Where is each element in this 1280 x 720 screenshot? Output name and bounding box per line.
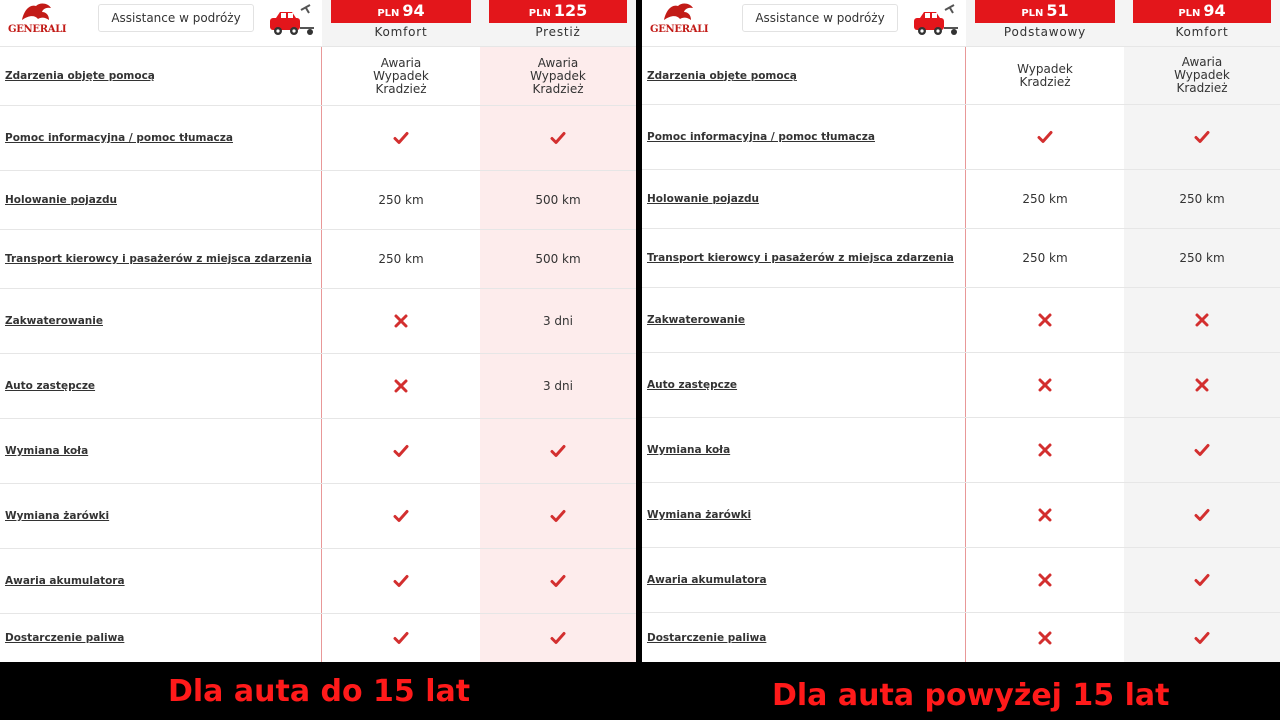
price-amount: 51	[1046, 1, 1069, 20]
table-row	[642, 352, 1280, 417]
plan-header-prestiz[interactable]	[480, 0, 636, 46]
check-icon	[550, 130, 566, 146]
table-row	[0, 483, 636, 548]
caption-right: Dla auta powyżej 15 lat	[772, 678, 1170, 713]
table-cell	[322, 484, 480, 548]
table-cell: 500 km	[535, 192, 581, 207]
row-label-link[interactable]: Holowanie pojazdu	[5, 194, 117, 206]
cross-icon	[1037, 630, 1053, 646]
check-icon	[393, 573, 409, 589]
table-row	[642, 287, 1280, 352]
price-currency: PLN	[377, 8, 400, 19]
table-cell	[1124, 613, 1280, 662]
cross-icon	[393, 313, 409, 329]
plan-name: Prestiż	[535, 25, 581, 39]
table-cell	[322, 419, 480, 483]
check-icon	[1194, 442, 1210, 458]
table-row	[0, 353, 636, 418]
table-cell	[966, 548, 1124, 612]
table-cell	[1124, 105, 1280, 169]
plan-header-komfort[interactable]	[1124, 0, 1280, 46]
check-icon	[1194, 129, 1210, 145]
cross-icon	[1037, 442, 1053, 458]
product-selector[interactable]: Assistance w podróży	[98, 4, 254, 32]
cross-icon	[1037, 572, 1053, 588]
row-label-link[interactable]: Dostarczenie paliwa	[5, 632, 125, 644]
table-row	[642, 228, 1280, 287]
table-cell: Awaria Wypadek Kradzież	[373, 55, 429, 96]
table-row	[0, 418, 636, 483]
cross-icon	[1194, 312, 1210, 328]
table-cell	[966, 613, 1124, 662]
price-currency: PLN	[1178, 8, 1201, 19]
table-cell: 250 km	[1179, 250, 1225, 265]
price-badge	[331, 0, 471, 23]
table-cell: 250 km	[378, 192, 424, 207]
table-row	[642, 417, 1280, 482]
price-amount: 125	[553, 1, 588, 20]
generali-logo	[648, 0, 709, 40]
product-selector[interactable]: Assistance w podróży	[742, 4, 898, 32]
table-cell	[1124, 483, 1280, 547]
table-cell: Wypadek Kradzież	[1017, 61, 1073, 89]
cross-icon	[393, 378, 409, 394]
table-row	[0, 288, 636, 353]
check-icon	[393, 130, 409, 146]
row-label-link[interactable]: Zakwaterowanie	[647, 314, 745, 326]
row-label-link[interactable]: Transport kierowcy i pasażerów z miejsca zdarzenia	[647, 252, 954, 264]
tow-truck-icon	[268, 4, 316, 38]
table-cell: Awaria Wypadek Kradzież	[1174, 55, 1230, 95]
table-cell	[480, 484, 636, 548]
table-cell	[966, 483, 1124, 547]
table-cell	[322, 614, 480, 662]
price-currency: PLN	[528, 8, 551, 19]
tow-truck-icon	[912, 4, 960, 38]
table-cell: 250 km	[1022, 250, 1068, 265]
row-label-link[interactable]: Auto zastępcze	[647, 379, 738, 391]
table-row	[0, 170, 636, 229]
check-icon	[393, 508, 409, 524]
cross-icon	[1037, 507, 1053, 523]
cross-icon	[1194, 377, 1210, 393]
table-cell	[480, 549, 636, 613]
table-cell: 250 km	[1022, 191, 1068, 206]
table-row	[642, 169, 1280, 228]
table-row	[0, 105, 636, 170]
row-label-link[interactable]: Auto zastępcze	[5, 380, 96, 392]
table-cell	[322, 106, 480, 170]
price-badge	[489, 0, 627, 23]
row-label-link[interactable]: Awaria akumulatora	[647, 574, 767, 586]
caption-left: Dla auta do 15 lat	[168, 674, 471, 709]
table-cell	[966, 105, 1124, 169]
row-label-link[interactable]: Zakwaterowanie	[5, 315, 103, 327]
check-icon	[1194, 630, 1210, 646]
check-icon	[550, 573, 566, 589]
row-label-link[interactable]: Wymiana koła	[5, 445, 89, 457]
cross-icon	[1037, 377, 1053, 393]
table-cell	[966, 288, 1124, 352]
table-cell: 500 km	[535, 251, 581, 266]
price-badge	[975, 0, 1115, 23]
price-amount: 94	[1203, 1, 1226, 20]
plan-name: Komfort	[1175, 25, 1229, 39]
brand-name: GENERALI	[650, 24, 709, 35]
check-icon	[393, 443, 409, 459]
row-label-link[interactable]: Holowanie pojazdu	[647, 193, 759, 205]
check-icon	[550, 508, 566, 524]
table-cell	[1124, 353, 1280, 417]
row-label-link[interactable]: Wymiana żarówki	[647, 509, 752, 521]
check-icon	[550, 443, 566, 459]
table-row	[0, 613, 636, 662]
row-label-link[interactable]: Dostarczenie paliwa	[647, 631, 767, 644]
row-label-link[interactable]: Wymiana koła	[647, 444, 731, 456]
check-icon	[550, 630, 566, 646]
table-cell	[480, 614, 636, 662]
table-row	[642, 547, 1280, 612]
table-cell: 3 dni	[542, 313, 573, 328]
row-label-link[interactable]: Awaria akumulatora	[5, 575, 125, 587]
table-cell	[322, 549, 480, 613]
table-row	[0, 548, 636, 613]
plan-name: Komfort	[374, 25, 428, 39]
price-currency: PLN	[1021, 8, 1044, 19]
table-cell	[322, 289, 480, 353]
row-label-link[interactable]: Zdarzenia objęte pomocą	[647, 69, 797, 82]
table-cell: 250 km	[1179, 191, 1225, 206]
plan-header-komfort[interactable]	[322, 0, 480, 46]
table-row	[0, 46, 636, 105]
check-icon	[1037, 129, 1053, 145]
brand-name: GENERALI	[8, 24, 67, 35]
table-cell	[966, 418, 1124, 482]
table-cell	[1124, 418, 1280, 482]
lion-icon	[18, 0, 54, 24]
check-icon	[393, 630, 409, 646]
price-badge	[1133, 0, 1271, 23]
table-cell	[1124, 548, 1280, 612]
row-label-link[interactable]: Pomoc informacyjna / pomoc tłumacza	[647, 131, 875, 143]
table-cell	[966, 353, 1124, 417]
table-row	[642, 612, 1280, 662]
table-row	[0, 229, 636, 288]
cross-icon	[1037, 312, 1053, 328]
row-label-link[interactable]: Transport kierowcy i pasażerów z miejsca zdarzenia	[5, 253, 312, 265]
table-row	[642, 482, 1280, 547]
check-icon	[1194, 572, 1210, 588]
left-comparison-panel	[0, 0, 636, 662]
right-comparison-panel	[642, 0, 1280, 662]
table-cell	[480, 106, 636, 170]
row-label-link[interactable]: Wymiana żarówki	[5, 510, 110, 522]
price-amount: 94	[402, 1, 425, 20]
table-cell	[1124, 288, 1280, 352]
row-label-link[interactable]: Zdarzenia objęte pomocą	[5, 70, 155, 82]
table-cell	[480, 419, 636, 483]
table-cell: Awaria Wypadek Kradzież	[530, 55, 586, 96]
plan-header-podstawowy[interactable]	[966, 0, 1124, 46]
generali-logo	[6, 0, 67, 40]
table-cell: 3 dni	[542, 378, 573, 393]
table-row	[642, 104, 1280, 169]
check-icon	[1194, 507, 1210, 523]
lion-icon	[660, 0, 696, 24]
plan-name: Podstawowy	[1003, 25, 1087, 39]
row-label-link[interactable]: Pomoc informacyjna / pomoc tłumacza	[5, 132, 233, 144]
table-cell	[322, 354, 480, 418]
table-cell: 250 km	[378, 251, 424, 266]
table-row	[642, 46, 1280, 104]
